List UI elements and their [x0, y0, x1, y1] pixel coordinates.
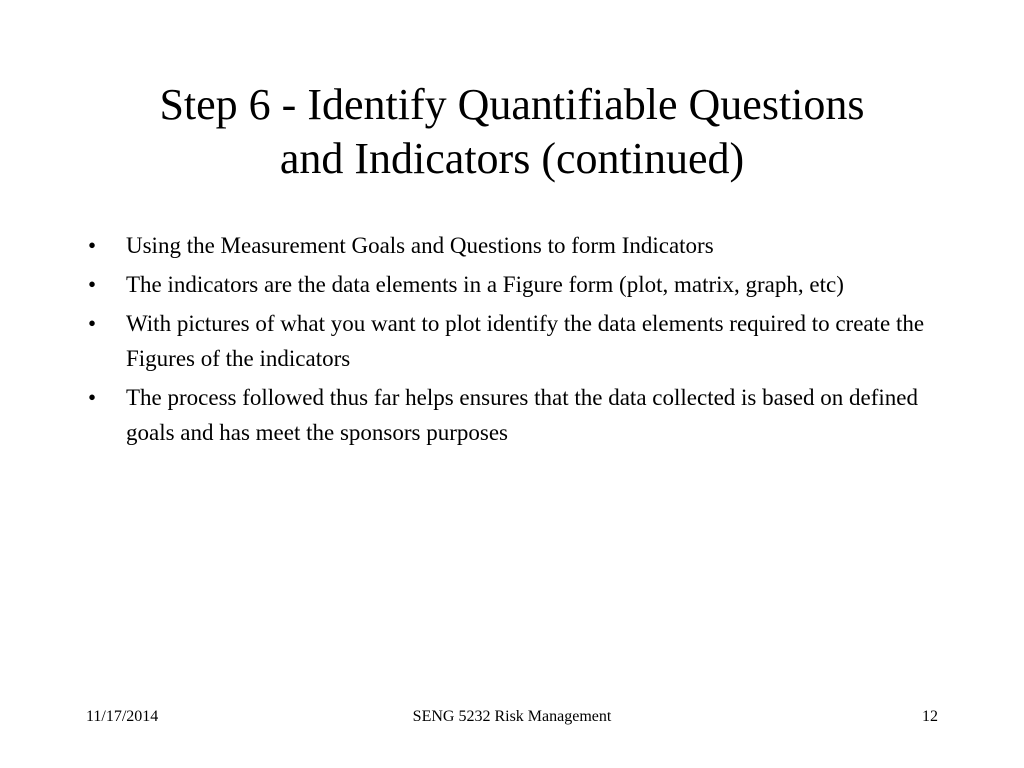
bullet-text-2: The indicators are the data elements in a Figure form (plot, matrix, graph, etc): [126, 272, 844, 297]
footer-course-name: SENG 5232 Risk Management: [412, 708, 612, 725]
footer-date: 11/17/2014: [86, 708, 159, 725]
bullet-text-1: Using the Measurement Goals and Questions to form Indicators: [126, 233, 714, 258]
bullet-list: [88, 228, 938, 454]
bullet-text-4: The process followed thus far helps ensures that the data collected is based on defined goals and has meet the sponsors purposes: [126, 385, 918, 445]
bullet-item-2: [88, 267, 938, 302]
slide-title-line-1: Step 6 - Identify Quantifiable Questions: [159, 80, 865, 129]
bullet-text-3: With pictures of what you want to plot identify the data elements required to create the Figures of the indicators: [126, 311, 925, 371]
bullet-item-4: [88, 380, 938, 450]
bullet-item-3: [88, 306, 938, 376]
bullet-item-1: [88, 228, 938, 263]
footer-page-number: 12: [922, 708, 938, 725]
bullet-marker: •: [88, 385, 97, 410]
bullet-marker: •: [88, 272, 97, 297]
bullet-marker: •: [88, 233, 97, 258]
bullet-marker: •: [88, 311, 97, 336]
slide-title: [60, 78, 964, 186]
slide-title-line-2: and Indicators (continued): [279, 134, 745, 183]
